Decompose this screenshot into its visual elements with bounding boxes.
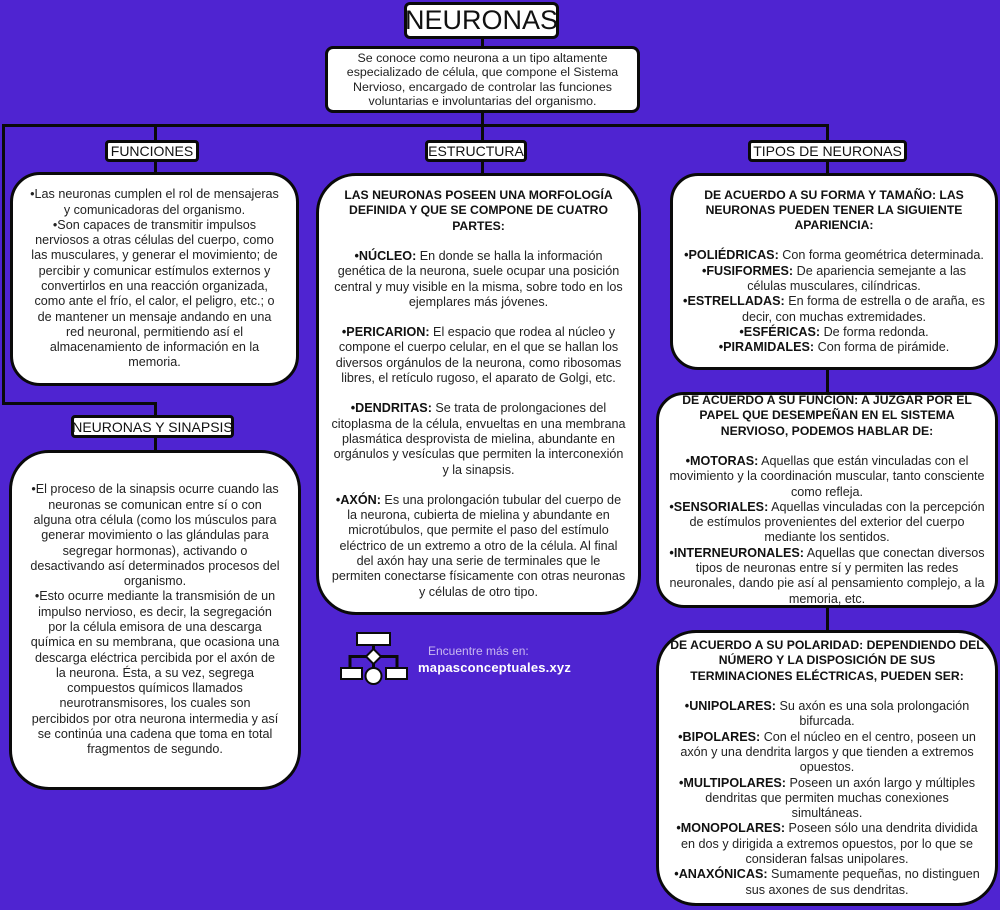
forma-item (683, 340, 985, 355)
term: •POLIÉDRICAS: (684, 248, 779, 263)
tipos-funcion-box (656, 392, 998, 608)
estructura-item-nucleo (331, 249, 626, 310)
forma-item (683, 325, 985, 340)
term: •ANAXÓNICAS: (674, 867, 768, 882)
estructura-item-dendritas (331, 401, 626, 477)
connector-funcion-polaridad (826, 606, 829, 632)
polaridad-heading: DE ACUERDO A SU POLARIDAD: DEPENDIENDO DEL NÚMERO Y LA DISPOSICIÓN DE SUS TERMINACIONES ELÉCTRICAS, PUEDEN SER: (670, 638, 984, 683)
definition-text: Se conoce como neurona a un tipo altamente especializado de célula, que compone el Sistema Nervioso, encargado de controlar las funciones voluntarias e involuntarias del organismo. (346, 50, 619, 108)
connector-left-horizontal (2, 402, 157, 405)
polaridad-item (669, 776, 985, 822)
connector-estructura-down (481, 160, 484, 174)
connector-left-vertical (2, 124, 5, 405)
sinapsis-item-2: •Esto ocurre mediante la transmisión de un impulso nervioso, es decir, la segregación por la célula emisora de una descarga química en su membrana, que ocasiona una descarga eléctrica percibida por el axón de la neurona. Ésta, a su vez, segrega compuestos químicos llamados neurotransmisores, los cuales son percibidos por otra neurona intermedia y así se continúa una cadena que toma en total fragmentos de segundo. (30, 589, 280, 757)
term: •DENDRITAS: (350, 401, 432, 416)
estructura-item-axon (331, 493, 626, 600)
estructura-label: ESTRUCTURA (425, 140, 527, 162)
desc: Es una prolongación tubular del cuerpo de la neurona, cubierta de mielina y abundante en microtúbulos, que permite el paso del estímulo eléctrico de un extremo a otro de la célula. Al final del axón hay una serie de terminales que le permiten conectarse físicamente con otras neuronas y células de otro tipo. (331, 492, 626, 599)
flowchart-icon (340, 630, 416, 690)
sinapsis-item-1: •El proceso de la sinapsis ocurre cuando las neuronas se comunican entre sí o con alguna otra célula (como los músculos para generar movimiento o las glándulas para segregar hormonas), activando o desactivando así determinados procesos del organismo. (30, 482, 280, 589)
term: •MOTORAS: (685, 453, 759, 468)
funcion-item (667, 500, 987, 546)
tipos-polaridad-box (656, 630, 998, 906)
funcion-item (667, 454, 987, 500)
desc: Poseen un axón largo y múltiples dendritas que permiten muchas conexiones simultáneas. (705, 775, 976, 821)
estructura-item-pericarion (331, 325, 626, 386)
funciones-label: FUNCIONES (105, 140, 199, 162)
polaridad-item (669, 699, 985, 730)
polaridad-item (669, 730, 985, 776)
desc: Poseen sólo una dendrita dividida en dos y dirigida a extremos opuestos, por lo que se consideran falsas unipolares. (681, 821, 978, 866)
desc: Su axón es una sola prolongación bifurcada. (775, 699, 970, 729)
term: •SENSORIALES: (669, 499, 769, 514)
desc: Aquellas vinculadas con la percepción de estímulos provenientes del exterior del cuerpo mediante los sentidos. (689, 499, 985, 545)
sinapsis-label: NEURONAS Y SINAPSIS (71, 415, 234, 438)
desc: De forma redonda. (820, 324, 929, 339)
footer-link[interactable]: mapasconceptuales.xyz (418, 660, 572, 675)
site-logo[interactable] (340, 630, 590, 690)
term: •ESFÉRICAS: (739, 324, 821, 339)
funcion-heading: DE ACUERDO A SU FUNCIÓN: A JUZGAR POR EL PAPEL QUE DESEMPEÑAN EN EL SISTEMA NERVIOSO, PODEMOS HABLAR DE: (682, 393, 972, 438)
term: •ESTRELLADAS: (683, 294, 785, 309)
desc: Con forma de pirámide. (814, 340, 950, 355)
desc: En forma de estrella o de araña, es decir, con muchas extremidades. (741, 294, 985, 324)
connector-horizontal-main (2, 124, 829, 127)
desc: Aquellas que están vinculadas con el movimiento y la coordinación muscular, tanto consciente como refleja. (669, 453, 985, 499)
term: •PERICARION: (341, 325, 430, 340)
term: •MULTIPOLARES: (678, 775, 786, 790)
term: •BIPOLARES: (678, 729, 761, 744)
desc: Con forma geométrica determinada. (778, 248, 984, 263)
funciones-box (10, 172, 299, 386)
forma-item (683, 264, 985, 295)
term: •NÚCLEO: (354, 248, 417, 263)
term: •MONOPOLARES: (676, 821, 786, 836)
funciones-item-2: •Son capaces de transmitir impulsos nerviosos a otras células del cuerpo, como las musculares, y generar el movimiento; de percibir y comunicar estímulos externos y convertirlos en una reacción organizada, como ante el frío, el calor, el peligro, etc.; o de mantener un mensaje andando en una red neuronal, permitiendo así el almacenamiento de información en la memoria. (31, 217, 278, 370)
sinapsis-box (9, 450, 301, 790)
forma-heading: DE ACUERDO A SU FORMA Y TAMAÑO: LAS NEURONAS PUEDEN TENER LA SIGUIENTE APARIENCIA: (704, 187, 964, 233)
definition-box (325, 46, 640, 113)
desc: Aquellas que conectan diversos tipos de neuronas entre sí y permiten las redes neuronales, dando pie así al pensamiento complejo, a la memoria, etc. (669, 545, 985, 606)
desc: En donde se halla la información genética de la neurona, suele ocupar una posición central y muy visible en la misma, sobre todo en los ejemplares más jóvenes. (334, 248, 623, 309)
estructura-heading: LAS NEURONAS POSEEN UNA MORFOLOGÍA DEFINIDA Y QUE SE COMPONE DE CUATRO PARTES: (344, 188, 613, 233)
desc: Con el núcleo en el centro, poseen un axón y una dendrita largos y que tienden a extremos opuestos. (680, 729, 976, 775)
funcion-item (667, 546, 987, 607)
page-title: NEURONAS (404, 2, 559, 39)
desc: Sumamente pequeñas, no distinguen sus axones de sus dendritas. (745, 867, 980, 897)
connector-tipos-funcion (826, 368, 829, 394)
forma-item (683, 294, 985, 325)
term: •FUSIFORMES: (701, 263, 794, 278)
term: •UNIPOLARES: (684, 699, 776, 714)
desc: Se trata de prolongaciones del citoplasma de la célula, envueltas en una membrana plasmática desprovista de mielina, abundante en orgánulos y vesículas que permiten la interconexión y la sinapsis. (331, 401, 626, 477)
tipos-forma-box (670, 173, 998, 370)
term: •PIRAMIDALES: (718, 340, 815, 355)
forma-item (683, 248, 985, 263)
polaridad-item (669, 821, 985, 867)
desc: El espacio que rodea al núcleo y compone el cuerpo celular, en el que se hallan los diversos orgánulos de la neurona, como ribosomas libres, el retículo rugoso, el aparato de Golgi, etc. (335, 325, 622, 386)
connector-tipos-down (826, 160, 829, 174)
estructura-box (316, 173, 641, 615)
funciones-item-1: •Las neuronas cumplen el rol de mensajeras y comunicadoras del organismo. (30, 187, 279, 217)
polaridad-item (669, 867, 985, 898)
desc: De apariencia semejante a las células musculares, cilíndricas. (747, 263, 967, 293)
footer-caption: Encuentre más en: (428, 644, 529, 658)
tipos-label: TIPOS DE NEURONAS (748, 140, 907, 162)
term: •INTERNEURONALES: (669, 545, 804, 560)
term: •AXÓN: (335, 492, 381, 507)
